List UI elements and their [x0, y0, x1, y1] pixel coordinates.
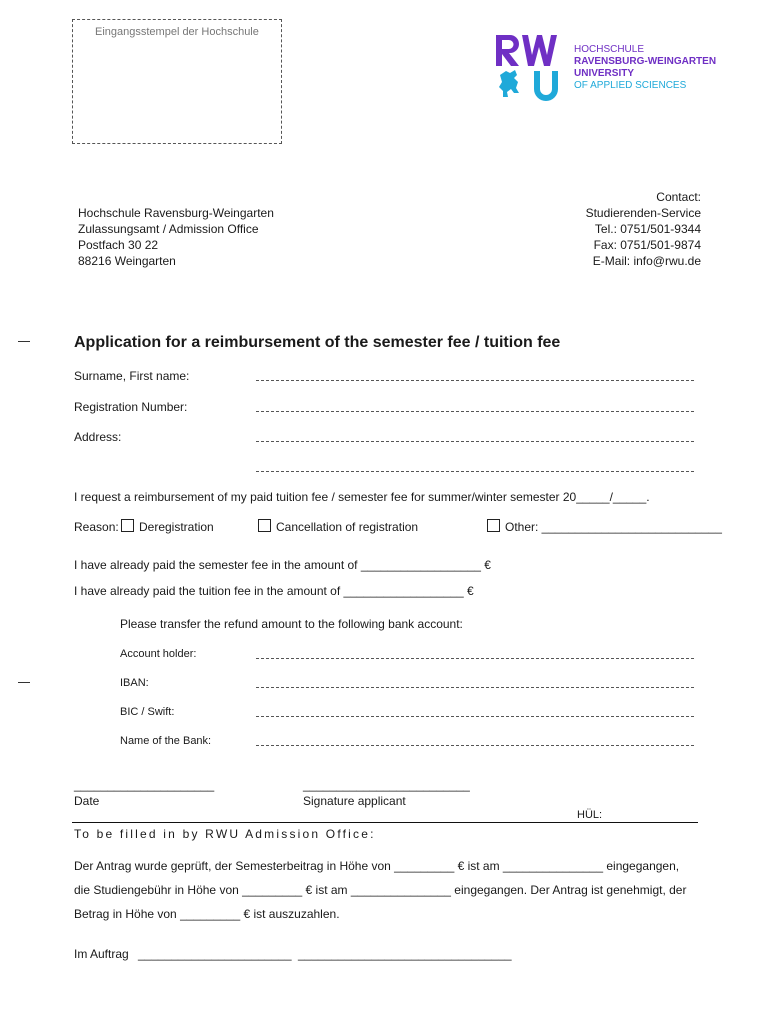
- logo-line: OF APPLIED SCIENCES: [574, 80, 687, 91]
- request-text: I request a reimbursement of my paid tuition fee / semester fee for summer/winter semester 20_____/_____.: [74, 490, 650, 504]
- contact-line: Contact:: [656, 190, 701, 204]
- account-holder-label: Account holder:: [120, 648, 197, 660]
- signature-label: Signature applicant: [303, 794, 406, 808]
- iban-field[interactable]: [256, 687, 694, 688]
- address-label: Address:: [74, 430, 122, 444]
- address-line: 88216 Weingarten: [78, 254, 176, 268]
- tuition-fee-line: I have already paid the tuition fee in the amount of __________________ €: [74, 584, 474, 598]
- recipient-address: [78, 205, 274, 269]
- contact-line: Tel.: 0751/501-9344: [594, 222, 701, 236]
- bank-intro: Please transfer the refund amount to the following bank account:: [120, 617, 463, 631]
- fold-mark: [18, 341, 30, 342]
- office-heading: To be filled in by RWU Admission Office:: [74, 827, 376, 841]
- bank-name-field[interactable]: [256, 745, 694, 746]
- bank-name-label: Name of the Bank:: [120, 735, 212, 747]
- iban-label: IBAN:: [120, 677, 149, 689]
- date-line[interactable]: _____________________: [74, 778, 215, 792]
- date-label: Date: [74, 794, 100, 808]
- office-text-line: Betrag in Höhe von _________ € ist auszuzahlen.: [74, 907, 340, 921]
- bic-field[interactable]: [256, 716, 694, 717]
- registration-label: Registration Number:: [74, 400, 188, 414]
- im-auftrag-line-1[interactable]: _______________________: [138, 947, 292, 961]
- section-divider: [72, 822, 698, 823]
- deregistration-checkbox[interactable]: [121, 519, 134, 532]
- other-label: Other: ___________________________: [505, 520, 722, 534]
- bic-label: BIC / Swift:: [120, 706, 175, 718]
- rwu-logo: [494, 33, 724, 105]
- surname-label: Surname, First name:: [74, 369, 190, 383]
- address-line: Zulassungsamt / Admission Office: [78, 222, 259, 236]
- office-text-line: die Studiengebühr in Höhe von _________ € ist am _______________ eingegangen. Der Antrag ist genehmigt, der: [74, 883, 687, 897]
- reason-label: Reason:: [74, 520, 119, 534]
- address-line: Hochschule Ravensburg-Weingarten: [78, 206, 274, 220]
- contact-line: E-Mail: info@rwu.de: [592, 254, 701, 268]
- fold-mark: [18, 682, 30, 683]
- address-field-2[interactable]: [256, 471, 694, 472]
- signature-line[interactable]: _________________________: [303, 778, 470, 792]
- semester-fee-line: I have already paid the semester fee in the amount of __________________ €: [74, 558, 491, 572]
- hul-label: HÜL:: [577, 809, 603, 821]
- form-title: Application for a reimbursement of the semester fee / tuition fee: [74, 334, 561, 351]
- logo-line: RAVENSBURG-WEINGARTEN: [574, 56, 717, 67]
- address-field[interactable]: [256, 441, 694, 442]
- deregistration-label: Deregistration: [139, 520, 214, 534]
- logo-line: HOCHSCHULE: [574, 44, 645, 55]
- surname-field[interactable]: [256, 380, 694, 381]
- receipt-stamp-box: [72, 19, 282, 144]
- cancellation-checkbox[interactable]: [258, 519, 271, 532]
- office-text-line: Der Antrag wurde geprüft, der Semesterbeitrag in Höhe von _________ € ist am _______________ eingegangen,: [74, 859, 680, 873]
- im-auftrag-label: Im Auftrag: [74, 947, 129, 961]
- cancellation-label: Cancellation of registration: [276, 520, 419, 534]
- contact-line: Fax: 0751/501-9874: [593, 238, 701, 252]
- stamp-label: Eingangsstempel der Hochschule: [95, 26, 259, 38]
- rwu-logo-mark-icon: [494, 33, 566, 105]
- logo-text: [574, 44, 716, 92]
- other-checkbox[interactable]: [487, 519, 500, 532]
- im-auftrag-line-2[interactable]: ________________________________: [298, 947, 512, 961]
- address-line: Postfach 30 22: [78, 238, 159, 252]
- contact-block: [586, 189, 701, 269]
- logo-line: UNIVERSITY: [574, 68, 635, 79]
- registration-field[interactable]: [256, 411, 694, 412]
- account-holder-field[interactable]: [256, 658, 694, 659]
- contact-line: Studierenden-Service: [585, 206, 701, 220]
